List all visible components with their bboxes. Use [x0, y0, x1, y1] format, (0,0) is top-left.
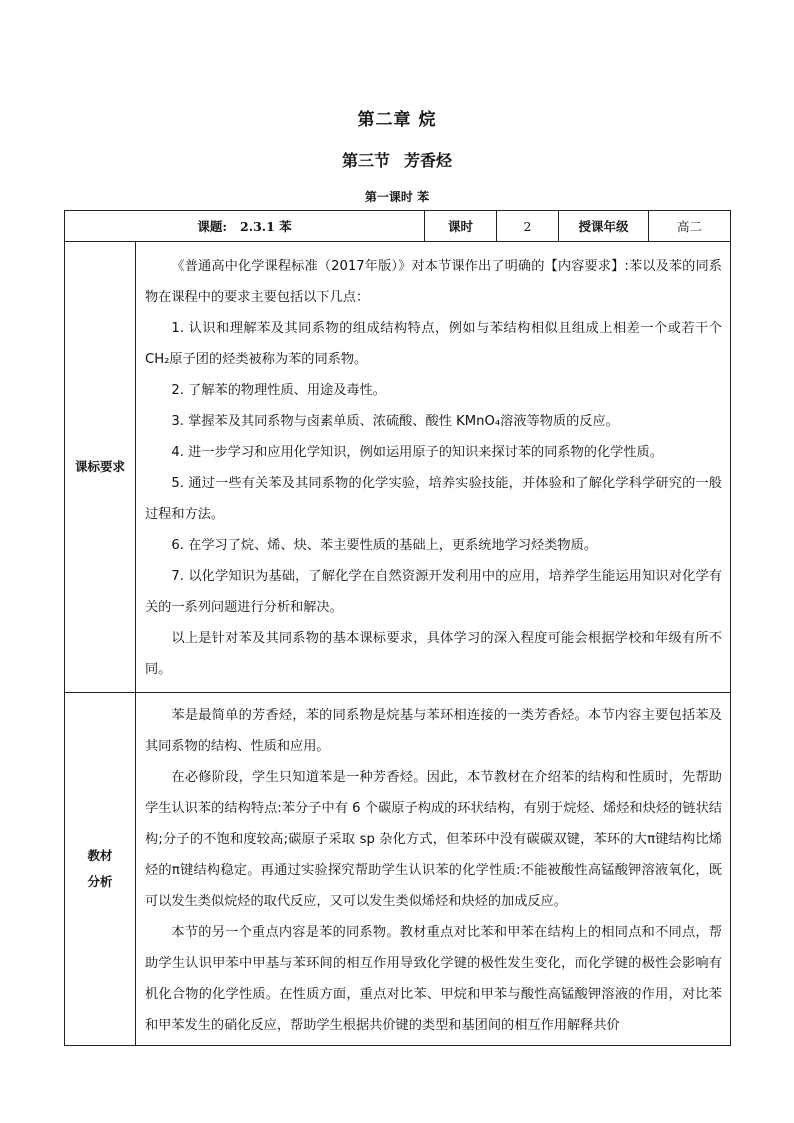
chapter-title: 第二章 烷: [357, 110, 437, 130]
standards-paragraph: 6. 在学习了烷、烯、炔、苯主要性质的基础上，更系统地学习烃类物质。: [171, 538, 597, 553]
standards-paragraph: 2. 了解苯的物理性质、用途及毒性。: [171, 383, 386, 398]
standards-paragraph: 以上是针对苯及其同系物的基本课标要求，具体学习的深入程度可能会根据学校和年级有所不同。: [145, 631, 722, 677]
analysis-row: [65, 693, 731, 1046]
topic-cell: [65, 211, 425, 242]
standards-paragraph: 4. 进一步学习和应用化学知识，例如运用原子的知识来探讨苯的同系物的化学性质。: [171, 445, 663, 460]
standards-paragraph: 1. 认识和理解苯及其同系物的组成结构特点，例如与苯结构相似且组成上相差一个或若干个 CH₂原子团的烃类被称为苯的同系物。: [145, 321, 722, 367]
standards-paragraph: 7. 以化学知识为基础，了解化学在自然资源开发利用中的应用，培养学生能运用知识对化学有关的一系列问题进行分析和解决。: [145, 569, 722, 615]
analysis-content: [136, 693, 731, 1046]
standards-content: [136, 242, 731, 693]
section-number: 第三节: [341, 151, 390, 170]
period-label: 课时: [425, 211, 497, 242]
analysis-paragraph: 在必修阶段，学生只知道苯是一种芳香烃。因此，本节教材在介绍苯的结构和性质时，先帮助学生认识苯的结构特点:苯分子中有 6 个碳原子构成的环状结构，有别于烷烃、烯烃和炔烃的链状结构;分子的不饱和度较高;碳原子采取 sp 杂化方式，但苯环中没有碳碳双键，苯环的大π键结构比烯烃的π键结构稳定。再通过实验探究帮助学生认识苯的化学性质:不能被酸性高锰酸钾溶液氧化，既可以发生类似烷烃的取代反应，又可以发生类似烯烃和炔烃的加成反应。: [145, 769, 722, 909]
grade-label: 授课年级: [559, 211, 649, 242]
standards-paragraph: 5. 通过一些有关苯及其同系物的化学实验，培养实验技能，并体验和了解化学科学研究的一般过程和方法。: [145, 476, 722, 522]
standards-row: [65, 242, 731, 693]
standards-label: 课标要求: [65, 242, 136, 693]
topic-value: 2.3.1 苯: [240, 219, 292, 234]
section-name: 芳香烃: [404, 151, 453, 170]
lesson-plan-table: [64, 210, 731, 1046]
grade-value: 高二: [649, 211, 731, 242]
topic-label: 课题:: [197, 219, 227, 234]
section-title: [0, 148, 794, 171]
analysis-paragraph: 苯是最简单的芳香烃，苯的同系物是烷基与苯环相连接的一类芳香烃。本节内容主要包括苯及其同系物的结构、性质和应用。: [145, 707, 722, 754]
standards-paragraph: 3. 掌握苯及其同系物与卤素单质、浓硫酸、酸性 KMnO₄溶液等物质的反应。: [171, 414, 619, 429]
lesson-title: 第一课时 苯: [364, 190, 430, 204]
period-value: 2: [497, 211, 559, 242]
analysis-label: [65, 693, 136, 1046]
analysis-label-line1: 教材: [87, 848, 113, 863]
standards-paragraph: 《普通高中化学课程标准（2017年版）》对本节课作出了明确的【内容要求】:苯以及苯的同系物在课程中的要求主要包括以下几点：: [145, 259, 722, 305]
analysis-paragraph: 本节的另一个重点内容是苯的同系物。教材重点对比苯和甲苯在结构上的相同点和不同点，帮助学生认识甲苯中甲基与苯环间的相互作用导致化学键的极性发生变化，而化学键的极性会影响有机化合物的化学性质。在性质方面，重点对比苯、甲烷和甲苯与酸性高锰酸钾溶液的作用，对比苯和甲苯发生的硝化反应，帮助学生根据共价键的类型和基团间的相互作用解释共价: [145, 924, 722, 1033]
analysis-label-line2: 分析: [87, 874, 113, 889]
info-row: [65, 211, 731, 242]
